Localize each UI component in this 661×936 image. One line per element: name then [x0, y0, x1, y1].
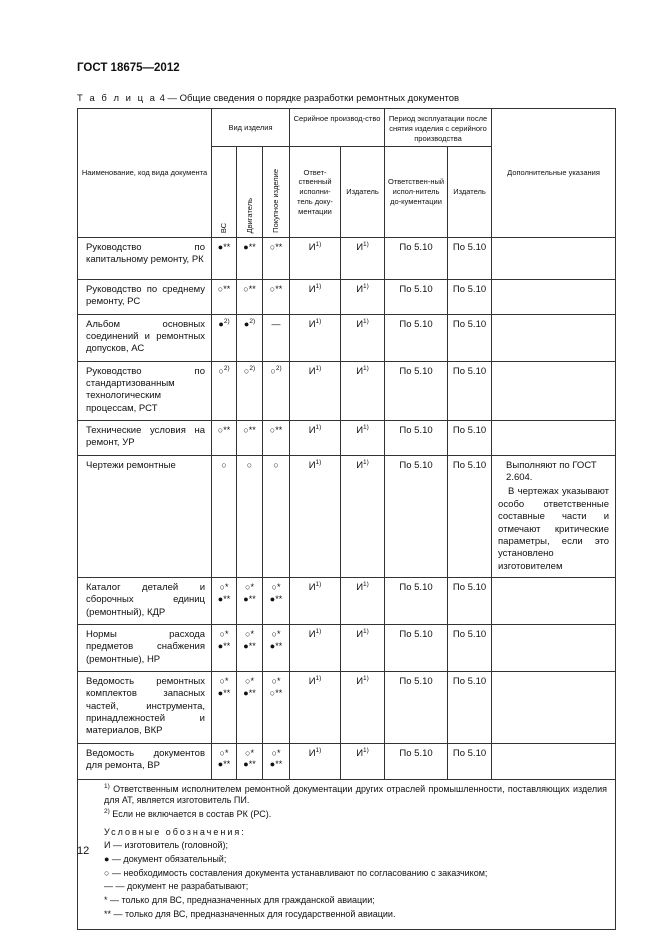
cell-op-publisher: По 5.10	[448, 314, 492, 361]
cell-op-responsible: По 5.10	[385, 280, 448, 315]
cell-notes	[492, 280, 616, 315]
col-header-vs: ВС	[212, 147, 237, 238]
mark-symbol: ●**	[243, 593, 256, 604]
cell-serial-responsible: $И^{1)}$	[290, 671, 341, 743]
mark-symbol: ○**	[269, 242, 283, 252]
table-row	[78, 421, 616, 456]
legend-item: — — документ не разрабатывают;	[104, 881, 249, 892]
mark-symbol: ○	[221, 459, 227, 470]
footnote-2: $^{2)}$ Если не включается в состав РК (РС).	[104, 808, 272, 820]
mark-symbol: ○**	[243, 425, 256, 436]
footnote-1: $^{1)}$ Ответственным исполнителем ремонтной документации других отраслей промышленности, поставляющих изделия для АТ, является изготовитель ПИ.	[104, 782, 608, 806]
cell-vs	[212, 624, 237, 671]
cell-serial-publisher: $И^{1)}$	[341, 361, 385, 420]
cell-op-publisher: По 5.10	[448, 671, 492, 743]
mark-symbol: ○*	[271, 628, 281, 639]
mark-symbol: ○*	[271, 581, 281, 592]
mark-symbol: ○*	[245, 628, 254, 639]
cell-serial-responsible: $И^{1)}$	[290, 361, 341, 420]
cell-serial-responsible: $И^{1)}$	[290, 624, 341, 671]
col-header-op-publisher: Издатель	[448, 147, 492, 238]
cell-serial-responsible: $И^{1)}$	[290, 743, 341, 779]
cell-op-responsible: По 5.10	[385, 743, 448, 779]
mark-symbol: ●**	[243, 242, 256, 252]
mark-symbol: ●$^{2)}$	[218, 317, 230, 329]
note-text-2: В чертежах указывают особо ответственные составные части и отмечают критические параметры, если это установлено изготовителем	[498, 486, 610, 572]
cell-vs	[212, 280, 237, 315]
cell-vs	[212, 421, 237, 456]
cell-op-publisher: По 5.10	[448, 577, 492, 624]
mark-symbol: ●**	[243, 640, 256, 651]
mark-symbol: ○$^{2)}$	[218, 364, 230, 376]
cell-serial-responsible: $И^{1)}$	[290, 238, 341, 280]
cell-serial-publisher: $И^{1)}$	[341, 455, 385, 577]
cell-engine	[237, 671, 263, 743]
cell-purchased	[263, 361, 290, 420]
table-row	[78, 238, 616, 280]
cell-engine	[237, 314, 263, 361]
caption-text: 4 — Общие сведения о порядке разработки ремонтных документов	[159, 93, 460, 104]
table-row	[78, 455, 616, 577]
cell-vs	[212, 455, 237, 577]
caption-prefix: Т а б л и ц а	[77, 93, 157, 104]
cell-notes	[492, 314, 616, 361]
col-header-serial-responsible: Ответ-ственный исполни-тель доку-ментации	[290, 147, 341, 238]
cell-engine	[237, 361, 263, 420]
cell-op-responsible: По 5.10	[385, 577, 448, 624]
cell-serial-publisher: $И^{1)}$	[341, 314, 385, 361]
cell-purchased	[263, 671, 290, 743]
cell-purchased	[263, 455, 290, 577]
cell-notes	[492, 624, 616, 671]
col-header-notes: Дополнительные указания	[492, 109, 616, 238]
col-header-product-type: Вид изделия	[212, 109, 290, 147]
cell-op-responsible: По 5.10	[385, 421, 448, 456]
cell-engine	[237, 280, 263, 315]
cell-serial-responsible: $И^{1)}$	[290, 314, 341, 361]
mark-symbol: ○	[246, 459, 253, 470]
legend-item: ○ — необходимость составления документа устанавливают по согласованию с заказчиком;	[104, 867, 488, 878]
cell-document-name: Ведомость документов для ремонта, ВР	[78, 743, 212, 779]
cell-engine	[237, 624, 263, 671]
mark-symbol: ●$^{2)}$	[243, 317, 256, 329]
cell-engine	[237, 421, 263, 456]
legend-item: ** — только для ВС, предназначенных для государственной авиации.	[104, 908, 396, 919]
cell-engine	[237, 577, 263, 624]
mark-symbol: —	[271, 318, 281, 329]
mark-symbol: ●**	[217, 242, 231, 252]
cell-op-publisher: По 5.10	[448, 238, 492, 280]
cell-op-publisher: По 5.10	[448, 280, 492, 315]
cell-notes	[492, 455, 616, 577]
mark-symbol: ○**	[269, 284, 283, 294]
mark-symbol: ●**	[217, 687, 231, 698]
mark-symbol: ○*	[271, 747, 281, 758]
col-header-serial: Серийное производ-ство	[290, 109, 385, 147]
mark-symbol: ○*	[271, 675, 281, 686]
cell-op-publisher: По 5.10	[448, 421, 492, 456]
legend-list	[86, 840, 607, 920]
mark-symbol: ●**	[243, 759, 256, 770]
mark-symbol: ○*	[219, 747, 229, 758]
mark-symbol: ●**	[269, 759, 283, 770]
cell-notes	[492, 421, 616, 456]
repair-documents-table	[77, 108, 616, 930]
mark-symbol: ○*	[219, 675, 229, 686]
col-header-operation: Период эксплуатации после снятия изделия с серийного производства	[385, 109, 492, 147]
cell-serial-responsible: $И^{1)}$	[290, 577, 341, 624]
cell-vs	[212, 577, 237, 624]
cell-document-name: Ведомость ремонтных комплектов запасных частей, инструмента, принадлежностей и материалов, ВКР	[78, 671, 212, 743]
mark-symbol: ●**	[217, 593, 231, 604]
cell-document-name: Чертежи ремонтные	[78, 455, 212, 577]
cell-op-responsible: По 5.10	[385, 314, 448, 361]
mark-symbol: ○*	[245, 581, 254, 592]
cell-document-name: Руководство по капитальному ремонту, РК	[78, 238, 212, 280]
col-header-purchased: Покупное изделие	[263, 147, 290, 238]
cell-document-name: Каталог деталей и сборочных единиц (ремонтный), КДР	[78, 577, 212, 624]
cell-vs	[212, 743, 237, 779]
cell-purchased	[263, 314, 290, 361]
table-caption	[77, 93, 459, 104]
cell-serial-responsible: $И^{1)}$	[290, 455, 341, 577]
cell-serial-publisher: $И^{1)}$	[341, 238, 385, 280]
mark-symbol: ○**	[269, 687, 283, 698]
cell-document-name: Технические условия на ремонт, УР	[78, 421, 212, 456]
mark-symbol: ○*	[219, 581, 229, 592]
cell-engine	[237, 238, 263, 280]
cell-op-responsible: По 5.10	[385, 671, 448, 743]
cell-document-name: Руководство по стандартизованным технологическим процессам, РСТ	[78, 361, 212, 420]
cell-purchased	[263, 280, 290, 315]
mark-symbol: ●**	[217, 640, 231, 651]
cell-notes	[492, 577, 616, 624]
mark-symbol: ○**	[269, 425, 283, 436]
col-header-name: Наименование, код вида документа	[78, 109, 212, 238]
cell-vs	[212, 314, 237, 361]
mark-symbol: ○*	[245, 675, 254, 686]
cell-notes	[492, 238, 616, 280]
legend-item: * — только для ВС, предназначенных для гражданской авиации;	[104, 895, 375, 906]
cell-serial-publisher: $И^{1)}$	[341, 624, 385, 671]
cell-notes	[492, 361, 616, 420]
mark-symbol: ●**	[269, 593, 283, 604]
mark-symbol: ○*	[219, 628, 229, 639]
table-row	[78, 624, 616, 671]
cell-purchased	[263, 624, 290, 671]
mark-symbol: ○**	[243, 284, 256, 294]
cell-purchased	[263, 238, 290, 280]
cell-op-publisher: По 5.10	[448, 455, 492, 577]
cell-notes	[492, 743, 616, 779]
mark-symbol: ○**	[217, 425, 231, 436]
cell-serial-publisher: $И^{1)}$	[341, 421, 385, 456]
mark-symbol: ○$^{2)}$	[270, 364, 282, 376]
table-row	[78, 314, 616, 361]
col-header-engine: Двигатель	[237, 147, 263, 238]
cell-purchased	[263, 577, 290, 624]
cell-vs	[212, 671, 237, 743]
mark-symbol: ●**	[269, 640, 283, 651]
mark-symbol: ○$^{2)}$	[243, 364, 256, 376]
table-footnotes	[78, 779, 616, 929]
mark-symbol: ○*	[245, 747, 254, 758]
cell-purchased	[263, 743, 290, 779]
mark-symbol: ○	[273, 459, 279, 470]
cell-op-responsible: По 5.10	[385, 238, 448, 280]
table-row	[78, 280, 616, 315]
cell-op-responsible: По 5.10	[385, 361, 448, 420]
cell-op-responsible: По 5.10	[385, 455, 448, 577]
col-header-op-responsible: Ответствен-ный испол-нитель до-кументации	[385, 147, 448, 238]
cell-engine	[237, 743, 263, 779]
cell-serial-publisher: $И^{1)}$	[341, 671, 385, 743]
col-header-serial-publisher: Издатель	[341, 147, 385, 238]
cell-op-responsible: По 5.10	[385, 624, 448, 671]
document-header: ГОСТ 18675—2012	[77, 62, 180, 74]
cell-serial-responsible: $И^{1)}$	[290, 280, 341, 315]
cell-op-publisher: По 5.10	[448, 361, 492, 420]
mark-symbol: ○**	[217, 284, 231, 294]
cell-notes	[492, 671, 616, 743]
table-row	[78, 743, 616, 779]
note-text: Выполняют по ГОСТ 2.604.	[506, 459, 597, 484]
cell-engine	[237, 455, 263, 577]
table-body	[78, 238, 616, 780]
table-row	[78, 361, 616, 420]
mark-symbol: ●**	[243, 687, 256, 698]
cell-serial-publisher: $И^{1)}$	[341, 577, 385, 624]
cell-document-name: Альбом основных соединений и ремонтных допусков, АС	[78, 314, 212, 361]
cell-serial-publisher: $И^{1)}$	[341, 743, 385, 779]
legend-item: ● — документ обязательный;	[104, 854, 227, 865]
cell-serial-responsible: $И^{1)}$	[290, 421, 341, 456]
page-number: 12	[77, 845, 90, 857]
cell-op-publisher: По 5.10	[448, 743, 492, 779]
cell-purchased	[263, 421, 290, 456]
table-row	[78, 671, 616, 743]
legend-title: Условные обозначения:	[104, 826, 246, 837]
legend-item: И — изготовитель (головной);	[104, 840, 229, 851]
cell-document-name: Руководство по среднему ремонту, РС	[78, 280, 212, 315]
cell-document-name: Нормы расхода предметов снабжения (ремонтные), НР	[78, 624, 212, 671]
cell-op-publisher: По 5.10	[448, 624, 492, 671]
table-row	[78, 577, 616, 624]
cell-vs	[212, 361, 237, 420]
mark-symbol: ●**	[217, 759, 231, 770]
cell-serial-publisher: $И^{1)}$	[341, 280, 385, 315]
cell-vs	[212, 238, 237, 280]
